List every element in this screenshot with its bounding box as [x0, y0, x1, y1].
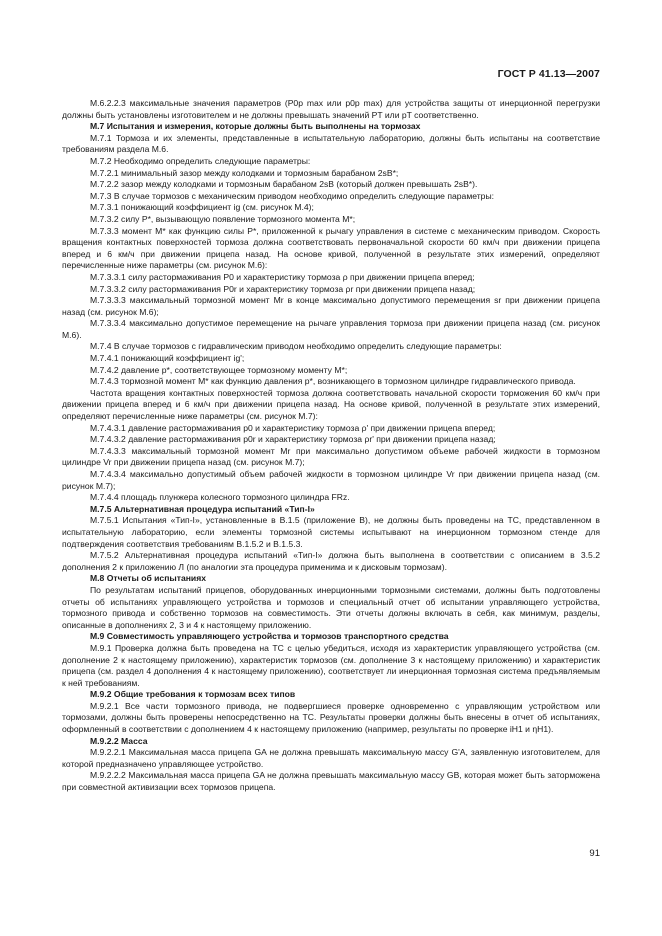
paragraph: M.7.3.3.3 максимальный тормозной момент Mr в конце максимально допустимого перемещения sr при движении прицепа назад (см. рисунок М.6); [62, 295, 600, 317]
body-text [62, 98, 600, 794]
paragraph: M.7.5.1 Испытания «Тип-I», установленные в В.1.5 (приложение В), не должны быть проведены на ТС, представленном в испытательную лабораторию, если элементы тормозной системы испытывают на инерционном тормозном стенде для подтверждения соответствия требованиям В.1.5.2 и В.1.5.3. [62, 515, 600, 549]
paragraph: M.7.2.1 минимальный зазор между колодками и тормозным барабаном 2sB*; [90, 167, 399, 178]
section-heading: М.9 Совместимость управляющего устройства и тормозов транспортного средства [90, 631, 449, 642]
paragraph: M.7.4.3.2 давление растормаживания p0r и характеристику тормоза ρr' при движении прицепа назад; [90, 434, 496, 445]
page-number: 91 [589, 848, 600, 859]
paragraph: M.9.2.1 Все части тормозного привода, не подвергшиеся проверке одновременно с управляющим устройством или тормозами, должны быть проверены непосредственно на ТС. Результаты проверки должны быть внесены в отчет об испытаниях, оформленный в соответствии с дополнением 4 к настоящему приложению (например, результаты по проверке iH1 и ηH1). [62, 700, 600, 735]
section-heading: М.9.2 Общие требования к тормозам всех типов [90, 689, 296, 700]
section-heading: М.7 Испытания и измерения, которые должны быть выполнены на тормозах [90, 121, 421, 132]
paragraph: M.7.3.3.2 силу растормаживания P0r и характеристику тормоза ρr при движении прицепа назад; [90, 283, 476, 294]
document-code: ГОСТ Р 41.13—2007 [497, 68, 600, 80]
paragraph: По результатам испытаний прицепов, оборудованных инерционными тормозными системами, должны быть подготовлены отчеты об испытаниях управляющего устройства и тормозов и специальный отчет об испытании управляющего устройства, тормозного привода и собственно тормозов на совместимость. Эти отчеты должны включать в себя, как минимум, разделы, описанные в дополнениях 2, 3 и 4 к настоящему приложению. [62, 584, 600, 630]
paragraph: M.7.3.2 силу P*, вызывающую появление тормозного момента M*; [90, 213, 356, 224]
paragraph: M.9.2.2.1 Максимальная масса прицепа GA не должна превышать максимальную массу G'A, заявленную изготовителем, для которой предназначено управляющее устройство. [62, 747, 600, 769]
section-heading: М.8 Отчеты об испытаниях [90, 573, 206, 584]
paragraph: M.7.4.3.3 максимальный тормозной момент Mr при максимально допустимом объеме рабочей жидкости в тормозном цилиндре Vr при движении прицепа назад (см. рисунок М.7); [62, 445, 600, 468]
paragraph: M.7.4.3.4 максимально допустимый объем рабочей жидкости в тормозном цилиндре Vr при движении прицепа назад (см. рисунок М.7); [62, 469, 600, 491]
paragraph: M.7.4.2 давление p*, соответствующее тормозному моменту M*; [90, 364, 348, 375]
paragraph: M.7.4.1 понижающий коэффициент ig'; [90, 353, 245, 364]
section-heading: М.7.5 Альтернативная процедура испытаний «Тип-I» [90, 503, 315, 514]
paragraph: M.7.4.3 тормозной момент M* как функцию давления p*, возникающего в тормозном цилиндре гидравлического привода. [90, 376, 576, 387]
paragraph: M.7.4 В случае тормозов с гидравлическим приводом необходимо определить следующие параметры: [90, 341, 502, 352]
paragraph: M.7.2 Необходимо определить следующие параметры: [90, 155, 311, 166]
paragraph: M.6.2.2.3 максимальные значения параметров (P0p max или p0p max) для устройства защиты от инерционной перегрузки должны быть установлены изготовителем и не должны превышать значений PT или pT соответственно. [62, 98, 600, 120]
section-heading: М.9.2.2 Масса [90, 735, 148, 746]
paragraph: M.7.5.2 Альтернативная процедура испытаний «Тип-I» должна быть выполнена в соответствии с описанием в 3.5.2 дополнения 2 к приложению Л (по аналогии эта процедура применима и к дисковым тормозам). [62, 550, 600, 572]
paragraph: M.7.1 Тормоза и их элементы, представленные в испытательную лабораторию, должны быть испытаны на соответствие требованиям раздела М.6. [62, 132, 600, 155]
paragraph: M.7.3 В случае тормозов с механическим приводом необходимо определить следующие параметры: [90, 190, 495, 201]
paragraph: Частота вращения контактных поверхностей тормоза должна соответствовать начальной скорости торможения 60 км/ч при движении прицепа вперед и 6 км/ч при движении прицепа назад. На основе кривой, полученной в результате этих измерений, определяют перечисленные ниже параметры (см. рисунок М.7): [62, 387, 600, 422]
paragraph: M.7.3.3.1 силу растормаживания P0 и характеристику тормоза ρ при движении прицепа вперед; [90, 271, 475, 282]
paragraph: M.7.2.2 зазор между колодками и тормозным барабаном 2sB (который должен превышать 2sB*). [90, 179, 478, 190]
paragraph: M.9.1 Проверка должна быть проведена на ТС с целью убедиться, исходя из характеристик управляющего устройства (см. дополнение 2 к настоящему приложению), характеристик тормозов (см. дополнение 3 к настоящему приложению) и характеристик прицепа (см. раздел 4 дополнения 4 к настоящему приложению), соответствует ли инерционная тормозная система предъявляемым к ней требованиям. [62, 642, 600, 688]
paragraph: M.7.4.3.1 давление растормаживания p0 и характеристику тормоза ρ' при движении прицепа вперед; [90, 422, 496, 433]
paragraph: M.9.2.2.2 Максимальная масса прицепа GA не должна превышать максимальную массу GB, которая может быть заторможена при совместной активизации всех тормозов прицепа. [62, 770, 600, 793]
paragraph: M.7.3.3.4 максимально допустимое перемещение на рычаге управления тормоза при движении прицепа назад (см. рисунок М.6). [62, 318, 600, 340]
paragraph: M.7.3.3 момент M* как функцию силы P*, приложенной к рычагу управления в системе с механическим приводом. Скорость вращения контактных поверхностей тормоза должна соответствовать первоначальной скорости 60 км/ч при движении прицепа вперед и 6 км/ч при движении прицепа назад. На основе кривой, полученной в результате этих измерений, определяют перечисленные ниже параметры (см. рисунок М.6): [62, 225, 600, 271]
paragraph: M.7.4.4 площадь плунжера колесного тормозного цилиндра FRz. [90, 492, 350, 503]
paragraph: M.7.3.1 понижающий коэффициент ig (см. рисунок М.4); [90, 202, 314, 213]
